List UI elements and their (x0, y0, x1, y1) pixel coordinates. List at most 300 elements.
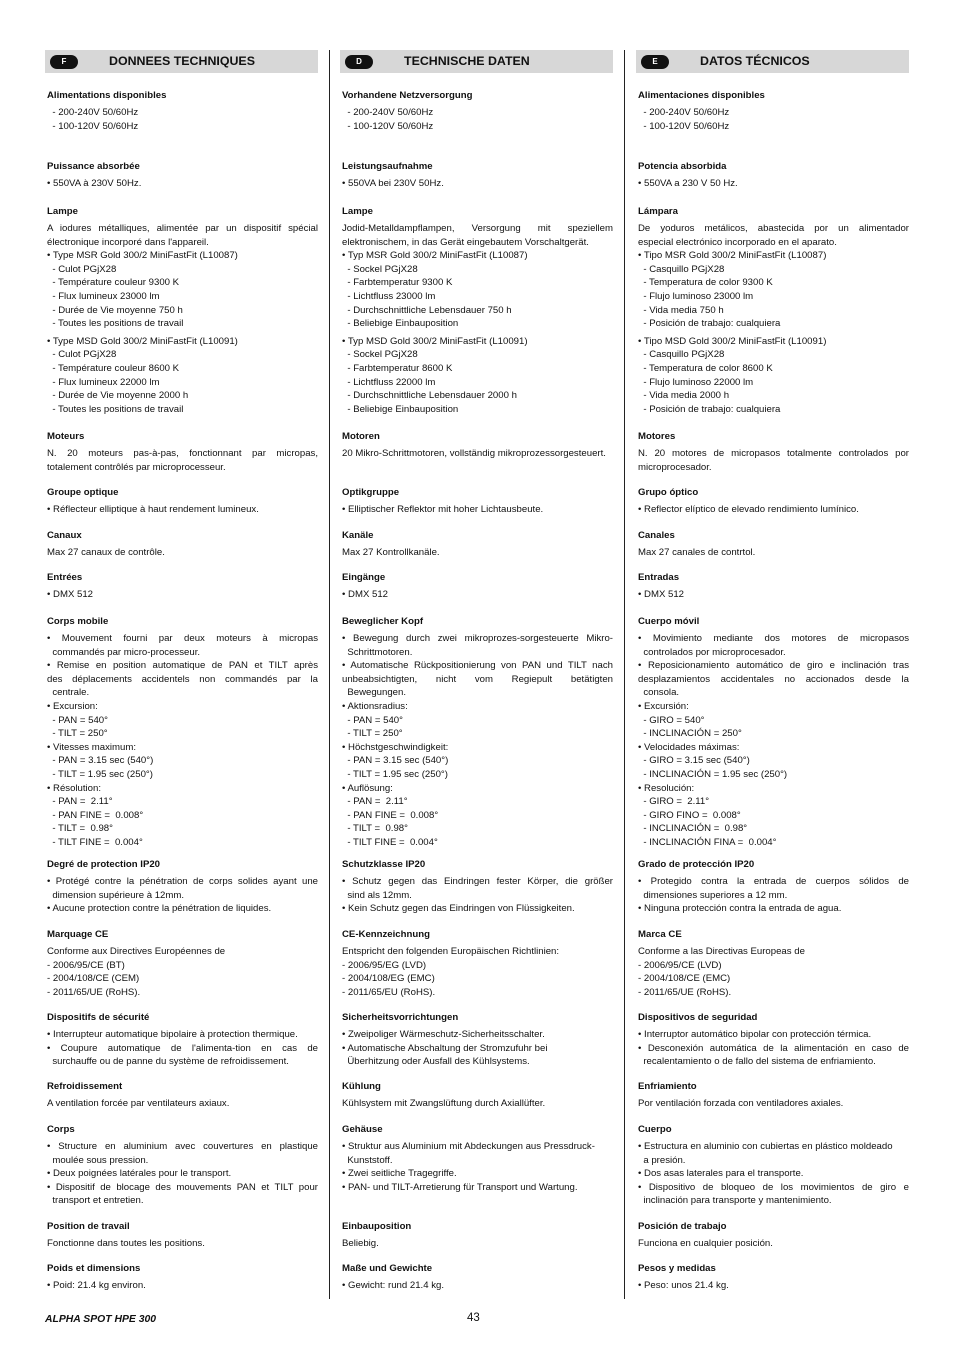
section-body (342, 177, 613, 191)
spec-line: Schrittmotoren. (342, 646, 413, 658)
footer-model-name: ALPHA SPOT HPE 300 (45, 1314, 157, 1325)
spec-section (342, 572, 613, 602)
spec-section (342, 90, 613, 133)
column-title: DONNEES TECHNIQUES (109, 54, 255, 68)
spec-line: - Casquillo PGjX28 (638, 349, 725, 361)
spec-line: controlados por microprocesador. (638, 646, 786, 658)
spec-line: • Automatische Rückpositionierung von PAN und TILT nach (342, 660, 613, 672)
spec-line: Überhitzung oder Ausfall des Kühlsystems. (342, 1056, 530, 1068)
spec-line: - Flujo luminoso 22000 lm (638, 376, 754, 388)
spec-line: - TILT = 0.98° (342, 823, 408, 835)
spec-line: Max 27 Kontrollkanäle. (342, 547, 440, 558)
spec-line: - PAN = 540° (342, 714, 403, 726)
spec-line: • Velocidades máximas: (638, 741, 740, 753)
language-badge: E (641, 55, 669, 69)
spec-line: - Durchschnittliche Lebensdauer 750 h (342, 304, 512, 316)
spec-line: - Toutes les positions de travail (47, 403, 184, 415)
section-body (47, 222, 318, 416)
section-title: Cuerpo móvil (638, 616, 700, 627)
spec-line: - INCLINACIÓN = 1.95 sec (250°) (638, 768, 788, 780)
section-body (638, 945, 909, 999)
spec-line: • Dispositif de blocage des mouvements PAN et TILT pour (47, 1181, 318, 1193)
spec-line: • Desconexión automática de la alimentación en caso de (638, 1042, 909, 1054)
spec-line: - Température couleur 9300 K (47, 277, 180, 289)
spec-line: - 2004/108/CE (CEM) (47, 973, 140, 985)
spec-line: - TILT FINE = 0.004° (342, 836, 438, 848)
spec-section (47, 161, 318, 191)
spec-section (47, 431, 318, 474)
spec-line: - 2011/65/UE (RoHS). (638, 986, 732, 998)
spec-line: - 100-120V 50/60Hz (47, 120, 139, 132)
spec-line: • Interrupteur automatique bipolaire à protection thermique. (47, 1029, 298, 1040)
section-title: Marca CE (638, 929, 682, 940)
spec-section (638, 1012, 909, 1069)
section-body (342, 546, 613, 560)
section-title: Enfriamiento (638, 1081, 697, 1092)
spec-line: - Beliebige Einbauposition (342, 318, 459, 330)
section-title: Pesos y medidas (638, 1263, 716, 1274)
column-divider (329, 50, 330, 1299)
spec-line: - Lichtfluss 22000 lm (342, 376, 436, 388)
spec-line: des déplacements accidentels non commandés par la (47, 673, 318, 685)
spec-line: transport et entretien. (47, 1195, 144, 1207)
spec-line: - Température couleur 8600 K (47, 362, 180, 374)
spec-line: - GIRO FINO = 0.008° (638, 809, 741, 821)
section-body (342, 503, 613, 517)
spec-section (638, 90, 909, 133)
spec-line: microprocesador. (638, 461, 712, 473)
spec-line: • Ninguna protección contra la entrada de agua. (638, 903, 842, 915)
column-french (45, 50, 318, 1291)
spec-line: 20 Mikro-Schrittmotoren, vollständig mikroprozessorgesteuert. (342, 448, 606, 459)
spec-line: - PAN FINE = 0.008° (342, 809, 439, 821)
section-body (638, 588, 909, 602)
spec-section (638, 929, 909, 999)
section-title: Puissance absorbée (47, 161, 140, 172)
section-body (342, 106, 613, 133)
section-body (342, 875, 613, 916)
spec-line: - Sockel PGjX28 (342, 263, 418, 275)
spec-section (47, 1012, 318, 1069)
spec-section (342, 859, 613, 916)
section-title: Eingänge (342, 572, 386, 583)
spec-line: - Durée de Vie moyenne 2000 h (47, 390, 189, 402)
spec-line: • Mouvement fourni par deux moteurs à micropas (47, 633, 318, 644)
section-body (342, 1097, 613, 1111)
spec-line: Conforme aux Directives Européennes de (47, 946, 226, 957)
spec-line: recalentamiento o de fallo del sistema de enfriamiento. (638, 1056, 876, 1068)
section-title: CE-Kennzeichnung (342, 929, 430, 940)
section-body (47, 1097, 318, 1111)
section-title: Kühlung (342, 1081, 381, 1092)
spec-section (47, 859, 318, 916)
spec-line: - 2011/65/UE (RoHS). (47, 986, 141, 998)
section-body (638, 546, 909, 560)
spec-section (638, 431, 909, 474)
spec-line: moulée sous pression. (47, 1154, 149, 1166)
spec-line: • Movimiento mediante dos motores de micropasos (638, 633, 909, 644)
section-body (342, 1279, 613, 1293)
section-title: Motoren (342, 431, 380, 442)
spec-line: - 2004/108/EG (EMC) (342, 973, 435, 985)
section-title: Corps mobile (47, 616, 109, 627)
spec-section (47, 1221, 318, 1251)
spec-line: • Schutz gegen das Eindringen fester Körper, die größer (342, 876, 613, 887)
spec-line: Entspricht den folgenden Europäischen Richtlinien: (342, 946, 560, 957)
spec-line: Por ventilación forzada con ventiladores axiales. (638, 1098, 844, 1109)
section-title: Lampe (342, 206, 373, 217)
spec-line: • Remise en position automatique de PAN et TILT après (47, 660, 318, 672)
spec-line: inclinación para transporte y mantenimiento. (638, 1195, 832, 1207)
spec-line: - Posición de trabajo: cualquiera (638, 318, 781, 330)
spec-line: • 550VA bei 230V 50Hz. (342, 178, 444, 189)
spec-section (47, 206, 318, 416)
spec-line: centrale. (47, 687, 90, 699)
spec-section (638, 1124, 909, 1208)
section-title: Vorhandene Netzversorgung (342, 90, 473, 101)
spec-line: • Tipo MSD Gold 300/2 MiniFastFit (L10091) (638, 335, 827, 347)
spec-line: • Zwei seitliche Tragegriffe. (342, 1168, 457, 1180)
section-title: Marquage CE (47, 929, 109, 940)
language-badge: F (50, 55, 78, 69)
spec-section (638, 616, 909, 850)
section-body (638, 177, 909, 191)
spec-line: • Estructura en aluminio con cubiertas en plástico moldeado (638, 1141, 893, 1152)
spec-line: N. 20 motores de micropasos totalmente controlados por (638, 448, 909, 459)
spec-line: - 200-240V 50/60Hz (342, 107, 434, 118)
spec-line: • Aucune protection contre la pénétration de liquides. (47, 903, 272, 915)
spec-line: • Auflösung: (342, 782, 393, 794)
spec-section (342, 431, 613, 461)
spec-line: - Beliebige Einbauposition (342, 403, 459, 415)
spec-line: Kunststoff. (342, 1154, 393, 1166)
section-title: Dispositivos de seguridad (638, 1012, 758, 1023)
spec-line: • Resolución: (638, 782, 695, 794)
spec-section (342, 929, 613, 999)
section-body (47, 447, 318, 474)
spec-line: • Zweipoliger Wärmeschutz-Sicherheitsschalter. (342, 1029, 545, 1040)
section-body (638, 222, 909, 416)
section-title: Refroidissement (47, 1081, 123, 1092)
section-title: Potencia absorbida (638, 161, 727, 172)
spec-line: - PAN FINE = 0.008° (47, 809, 144, 821)
spec-line: a presión. (638, 1154, 686, 1166)
spec-section (47, 572, 318, 602)
section-body (342, 447, 613, 461)
spec-line: - Lichtfluss 23000 lm (342, 290, 436, 302)
section-title: Schutzklasse IP20 (342, 859, 426, 870)
spec-section (638, 206, 909, 416)
spec-section (342, 1263, 613, 1293)
column-german (340, 50, 613, 1291)
section-body (47, 632, 318, 850)
section-title: Motores (638, 431, 676, 442)
spec-line: - Flux lumineux 22000 lm (47, 376, 160, 388)
spec-line: - PAN = 2.11° (47, 796, 113, 808)
spec-line: • Réflecteur elliptique à haut rendement lumineux. (47, 504, 259, 515)
spec-section (342, 1081, 613, 1111)
spec-line: • DMX 512 (47, 589, 94, 600)
spec-line: • Reflector elíptico de elevado rendimiento lumínico. (638, 504, 859, 515)
spec-section (342, 487, 613, 517)
spec-section (47, 1263, 318, 1293)
section-title: Lampe (47, 206, 78, 217)
spec-line: - INCLINACIÓN = 250° (638, 728, 742, 740)
section-title: Moteurs (47, 431, 85, 442)
section-body (342, 1028, 613, 1069)
section-title: Maße und Gewichte (342, 1263, 433, 1274)
section-body (638, 1028, 909, 1069)
section-body (342, 588, 613, 602)
section-title: Entrées (47, 572, 83, 583)
spec-line: - Culot PGjX28 (47, 263, 117, 275)
spec-line: - Farbtemperatur 8600 K (342, 362, 453, 374)
spec-line: A iodures métalliques, alimentée par un dispositif spécial (47, 223, 318, 234)
column-spanish (636, 50, 909, 1291)
section-title: Entradas (638, 572, 680, 583)
section-body (47, 546, 318, 560)
spec-section (342, 161, 613, 191)
spec-line: Max 27 canaux de contrôle. (47, 547, 165, 558)
spec-line: • Excursion: (47, 700, 98, 712)
spec-section (638, 572, 909, 602)
section-title: Leistungsaufnahme (342, 161, 433, 172)
spec-line: - PAN = 3.15 sec (540°) (47, 755, 154, 767)
spec-line: - Flujo luminoso 23000 lm (638, 290, 754, 302)
section-title: Lámpara (638, 206, 678, 217)
spec-line: • Résolution: (47, 782, 102, 794)
spec-line: • Struktur aus Aluminium mit Abdeckungen aus Pressdruck- (342, 1141, 595, 1152)
spec-line: • Aktionsradius: (342, 700, 408, 712)
page-number: 43 (467, 1312, 480, 1324)
spec-line: • Excursión: (638, 700, 689, 712)
column-header (636, 50, 909, 73)
column-header (45, 50, 318, 73)
spec-line: especial electrónico incorporado en el aparato. (638, 236, 837, 248)
spec-line: - Flux lumineux 23000 lm (47, 290, 160, 302)
spec-section (47, 1081, 318, 1111)
column-header (340, 50, 613, 73)
section-title: Degré de protection IP20 (47, 859, 161, 870)
spec-section (342, 1012, 613, 1069)
spec-line: - GIRO = 2.11° (638, 796, 710, 808)
spec-line: • Kein Schutz gegen das Eindringen von Flüssigkeiten. (342, 903, 575, 915)
section-title: Sicherheitsvorrichtungen (342, 1012, 459, 1023)
section-body (47, 503, 318, 517)
spec-line: • DMX 512 (638, 589, 685, 600)
spec-line: - TILT = 250° (342, 728, 403, 740)
section-body (342, 632, 613, 850)
spec-line: - Casquillo PGjX28 (638, 263, 725, 275)
spec-line: • Elliptischer Reflektor mit hoher Lichtausbeute. (342, 504, 544, 515)
spec-line: - Vida media 750 h (638, 304, 724, 316)
section-body (47, 1140, 318, 1208)
spec-section (47, 616, 318, 850)
spec-line: - Posición de trabajo: cualquiera (638, 403, 781, 415)
spec-line: - 200-240V 50/60Hz (47, 107, 139, 118)
spec-section (638, 859, 909, 916)
spec-section (47, 1124, 318, 1208)
spec-line: Max 27 canales de contrtol. (638, 547, 756, 558)
spec-section (47, 929, 318, 999)
spec-line: Jodid-Metalldampflampen, Versorgung mit speziellem (342, 223, 613, 234)
spec-line: • Typ MSR Gold 300/2 MiniFastFit (L10087) (342, 250, 528, 262)
spec-line: - PAN = 540° (47, 714, 108, 726)
section-title: Kanäle (342, 530, 374, 541)
section-body (47, 1279, 318, 1293)
spec-line: • Dispositivo de bloqueo de los movimientos de giro e (638, 1181, 909, 1193)
spec-line: sind als 12mm. (342, 889, 412, 901)
spec-line: surchauffe ou de panne du système de refroidissement. (47, 1056, 289, 1068)
section-title: Gehäuse (342, 1124, 383, 1135)
spec-section (342, 1124, 613, 1194)
spec-section (638, 1221, 909, 1251)
spec-section (47, 90, 318, 133)
spec-line: - 100-120V 50/60Hz (638, 120, 730, 132)
spec-line: - Temperatura de color 8600 K (638, 362, 773, 374)
spec-line: - Culot PGjX28 (47, 349, 117, 361)
spec-line: • Peso: unos 21.4 kg. (638, 1280, 729, 1291)
spec-line: A ventilation forcée par ventilateurs axiaux. (47, 1098, 230, 1109)
spec-line: • Dos asas laterales para el transporte. (638, 1168, 804, 1180)
spec-line: • Gewicht: rund 21.4 kg. (342, 1280, 445, 1291)
section-body (342, 945, 613, 999)
spec-line: commandés par micro-processeur. (47, 646, 201, 658)
section-title: Poids et dimensions (47, 1263, 141, 1274)
section-body (638, 875, 909, 916)
spec-section (342, 616, 613, 850)
spec-line: - GIRO = 3.15 sec (540°) (638, 755, 750, 767)
spec-line: - PAN = 2.11° (342, 796, 408, 808)
column-title: DATOS TÉCNICOS (700, 54, 810, 68)
section-title: Canaux (47, 530, 82, 541)
section-title: Cuerpo (638, 1124, 672, 1135)
section-body (342, 222, 613, 416)
section-title: Dispositifs de sécurité (47, 1012, 150, 1023)
section-body (47, 945, 318, 999)
section-body (638, 1279, 909, 1293)
spec-line: - Farbtemperatur 9300 K (342, 277, 453, 289)
spec-line: • Vitesses maximum: (47, 741, 137, 753)
spec-line: • Reposicionamiento automático de giro e inclinación tras (638, 660, 909, 672)
spec-line: électronique incorporé dans l'appareil. (47, 236, 209, 248)
section-title: Beweglicher Kopf (342, 616, 424, 627)
spec-section (638, 1081, 909, 1111)
section-title: Position de travail (47, 1221, 130, 1232)
spec-line: Conforme a las Directivas Europeas de (638, 946, 805, 957)
section-body (47, 875, 318, 916)
section-body (342, 1140, 613, 1194)
spec-line: - Durchschnittliche Lebensdauer 2000 h (342, 390, 517, 402)
section-title: Optikgruppe (342, 487, 400, 498)
spec-line: - Durée de Vie moyenne 750 h (47, 304, 183, 316)
spec-line: • Automatische Abschaltung der Stromzufuhr bei (342, 1042, 548, 1054)
section-title: Groupe optique (47, 487, 119, 498)
spec-line: - 100-120V 50/60Hz (342, 120, 434, 132)
spec-line: - INCLINACIÓN FINA = 0.004° (638, 836, 777, 848)
spec-line: Funciona en cualquier posición. (638, 1238, 773, 1249)
section-title: Corps (47, 1124, 75, 1135)
section-body (47, 1028, 318, 1069)
section-body (638, 1237, 909, 1251)
spec-line: - Temperatura de color 9300 K (638, 277, 773, 289)
section-title: Posición de trabajo (638, 1221, 727, 1232)
spec-line: dimensiones superiores a 12 mm. (638, 889, 788, 901)
spec-line: • Protegido contra la entrada de cuerpos sólidos de (638, 876, 909, 887)
spec-section (638, 487, 909, 517)
section-title: Alimentaciones disponibles (638, 90, 765, 101)
spec-line: • Coupure automatique de l'alimenta-tion en cas de (47, 1042, 318, 1054)
section-body (638, 503, 909, 517)
spec-line: • Interruptor automático bipolar con protección térmica. (638, 1029, 872, 1040)
section-body (638, 1140, 909, 1208)
spec-line: • DMX 512 (342, 589, 389, 600)
spec-line: - TILT = 250° (47, 728, 108, 740)
section-title: Grupo óptico (638, 487, 699, 498)
section-body (47, 177, 318, 191)
spec-line: elektronischem, in das Gerät eingebautem Vorschaltgerät. (342, 236, 589, 248)
spec-line: unbeabsichtigten, nicht vom Regiepult betätigten (342, 673, 613, 685)
spec-line: • Bewegung durch zwei mikroprozes-sorgesteuerte Mikro- (342, 633, 613, 644)
spec-line: - Vida media 2000 h (638, 390, 730, 402)
spec-line: • Type MSR Gold 300/2 MiniFastFit (L10087) (47, 250, 238, 262)
spec-line: • Tipo MSR Gold 300/2 MiniFastFit (L10087) (638, 250, 827, 262)
spec-line: Bewegungen. (342, 687, 407, 699)
spec-line: • Poid: 21.4 kg environ. (47, 1280, 146, 1291)
spec-line: - TILT = 1.95 sec (250°) (47, 768, 153, 780)
spec-section (47, 487, 318, 517)
spec-line: totalement contrôlés par microprocesseur. (47, 461, 226, 473)
spec-line: dimension supérieure à 12mm. (47, 889, 185, 901)
spec-line: - TILT FINE = 0.004° (47, 836, 143, 848)
spec-line: Fonctionne dans toutes les positions. (47, 1238, 205, 1249)
spec-line: • Type MSD Gold 300/2 MiniFastFit (L10091) (47, 335, 238, 347)
spec-section (638, 1263, 909, 1293)
spec-line: - TILT = 0.98° (47, 823, 113, 835)
section-title: Alimentations disponibles (47, 90, 167, 101)
spec-line: - PAN = 3.15 sec (540°) (342, 755, 449, 767)
spec-line: • Structure en aluminium avec couvertures en plastique (47, 1141, 318, 1152)
spec-line: - 200-240V 50/60Hz (638, 107, 730, 118)
spec-line: • Höchstgeschwindigkeit: (342, 741, 449, 753)
spec-line: - 2011/65/EU (RoHS). (342, 986, 436, 998)
section-body (47, 106, 318, 133)
spec-line: desplazamientos accidentales no accionados desde la (638, 673, 909, 685)
spec-line: • 550VA a 230 V 50 Hz. (638, 178, 738, 189)
spec-line: - INCLINACIÓN = 0.98° (638, 823, 748, 835)
spec-section (638, 161, 909, 191)
section-body (47, 1237, 318, 1251)
column-divider (624, 50, 625, 1299)
language-badge: D (345, 55, 373, 69)
spec-line: N. 20 moteurs pas-à-pas, fonctionnant par micropas, (47, 448, 318, 459)
spec-line: - 2006/95/CE (BT) (47, 959, 125, 971)
spec-section (638, 530, 909, 560)
spec-line: - 2004/108/CE (EMC) (638, 973, 731, 985)
section-body (638, 1097, 909, 1111)
spec-line: De yoduros metálicos, abastecida por un alimentador (638, 223, 909, 234)
spec-section (342, 530, 613, 560)
spec-line: - Toutes les positions de travail (47, 318, 184, 330)
column-title: TECHNISCHE DATEN (404, 54, 530, 68)
section-title: Einbauposition (342, 1221, 412, 1232)
spec-line: - 2006/95/CE (LVD) (638, 959, 722, 971)
section-title: Grado de protección IP20 (638, 859, 755, 870)
spec-line: • Protégé contre la pénétration de corps solides ayant une (47, 876, 318, 887)
spec-line: • PAN- und TILT-Arretierung für Transport und Wartung. (342, 1181, 578, 1193)
spec-line: • Deux poignées latérales pour le transport. (47, 1168, 232, 1180)
section-body (342, 1237, 613, 1251)
